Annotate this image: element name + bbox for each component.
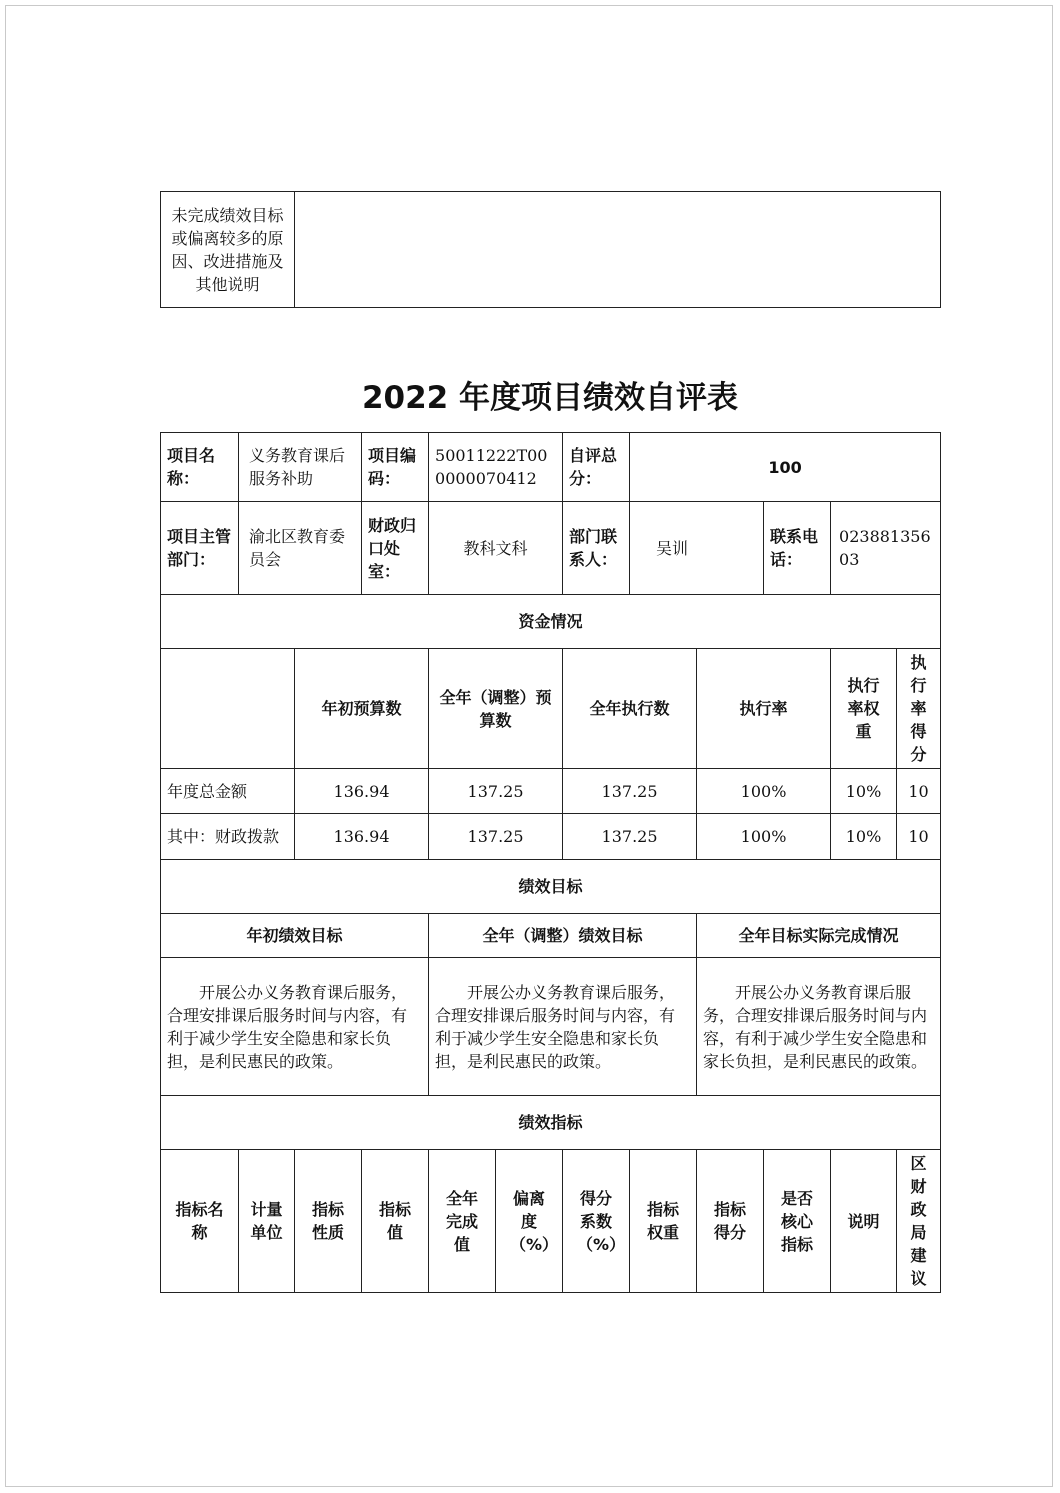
indicator-header: 是否核心指标 (764, 1150, 831, 1293)
indicators-section-title: 绩效指标 (161, 1096, 941, 1150)
goals-header-initial: 年初绩效目标 (161, 914, 429, 958)
funds-cell: 137.25 (429, 814, 563, 860)
score-label: 自评总分： (563, 433, 630, 502)
goal-initial-text: 开展公办义务教育课后服务，合理安排课后服务时间与内容，有利于减少学生安全隐患和家长负担，是利民惠民的政策。 (161, 958, 429, 1096)
funds-cell: 136.94 (295, 769, 429, 814)
funds-header-executed: 全年执行数 (563, 649, 697, 769)
funds-cell: 10 (897, 769, 941, 814)
project-name-label: 项目名称： (161, 433, 239, 502)
indicator-header: 计量单位 (239, 1150, 295, 1293)
phone-value: 02388135603 (831, 502, 941, 595)
project-code-label: 项目编码： (362, 433, 429, 502)
remarks-label: 未完成绩效目标或偏离较多的原因、改进措施及其他说明 (161, 192, 295, 308)
indicator-header: 指标权重 (630, 1150, 697, 1293)
funds-row-label: 其中：财政拨款 (161, 814, 295, 860)
funds-cell: 10% (831, 814, 897, 860)
funds-section-title: 资金情况 (161, 595, 941, 649)
self-evaluation-table (160, 432, 941, 1293)
office-label: 财政归口处室： (362, 502, 429, 595)
funds-cell: 10 (897, 814, 941, 860)
goals-header-adjusted: 全年（调整）绩效目标 (429, 914, 697, 958)
funds-header-rate-score: 执行率得分 (897, 649, 941, 769)
project-name: 义务教育课后服务补助 (239, 433, 362, 502)
funds-header-rate-weight: 执行率权重 (831, 649, 897, 769)
remarks-table (160, 191, 941, 308)
phone-label: 联系电话： (764, 502, 831, 595)
contact-label: 部门联系人： (563, 502, 630, 595)
remarks-value (295, 192, 941, 308)
funds-header-adjusted-budget: 全年（调整）预算数 (429, 649, 563, 769)
funds-cell: 137.25 (429, 769, 563, 814)
goals-header-actual: 全年目标实际完成情况 (697, 914, 941, 958)
indicator-header: 全年完成值 (429, 1150, 496, 1293)
funds-row-label: 年度总金额 (161, 769, 295, 814)
dept-value: 渝北区教育委员会 (239, 502, 362, 595)
indicator-header: 得分系数（%） (563, 1150, 630, 1293)
indicator-header: 说明 (831, 1150, 897, 1293)
office-value: 教科文科 (429, 502, 563, 595)
indicator-header: 指标得分 (697, 1150, 764, 1293)
goal-adjusted-text: 开展公办义务教育课后服务，合理安排课后服务时间与内容，有利于减少学生安全隐患和家长负担，是利民惠民的政策。 (429, 958, 697, 1096)
funds-cell: 10% (831, 769, 897, 814)
page-title: 2022 年度项目绩效自评表 (361, 380, 739, 416)
funds-header-rate: 执行率 (697, 649, 831, 769)
project-code: 50011222T000000070412 (429, 433, 563, 502)
total-score: 100 (630, 433, 941, 502)
funds-cell: 100% (697, 769, 831, 814)
funds-cell: 136.94 (295, 814, 429, 860)
indicator-header: 偏离度（%） (496, 1150, 563, 1293)
indicator-header: 指标性质 (295, 1150, 362, 1293)
goals-section-title: 绩效目标 (161, 860, 941, 914)
indicator-header: 区财政局建议 (897, 1150, 941, 1293)
dept-label: 项目主管部门： (161, 502, 239, 595)
funds-header-blank (161, 649, 295, 769)
contact-value: 吴训 (630, 502, 764, 595)
funds-header-initial-budget: 年初预算数 (295, 649, 429, 769)
funds-cell: 137.25 (563, 769, 697, 814)
funds-cell: 137.25 (563, 814, 697, 860)
funds-cell: 100% (697, 814, 831, 860)
indicator-header: 指标名称 (161, 1150, 239, 1293)
indicator-header: 指标值 (362, 1150, 429, 1293)
goal-actual-text: 开展公办义务教育课后服务，合理安排课后服务时间与内容，有利于减少学生安全隐患和家长负担，是利民惠民的政策。 (697, 958, 941, 1096)
